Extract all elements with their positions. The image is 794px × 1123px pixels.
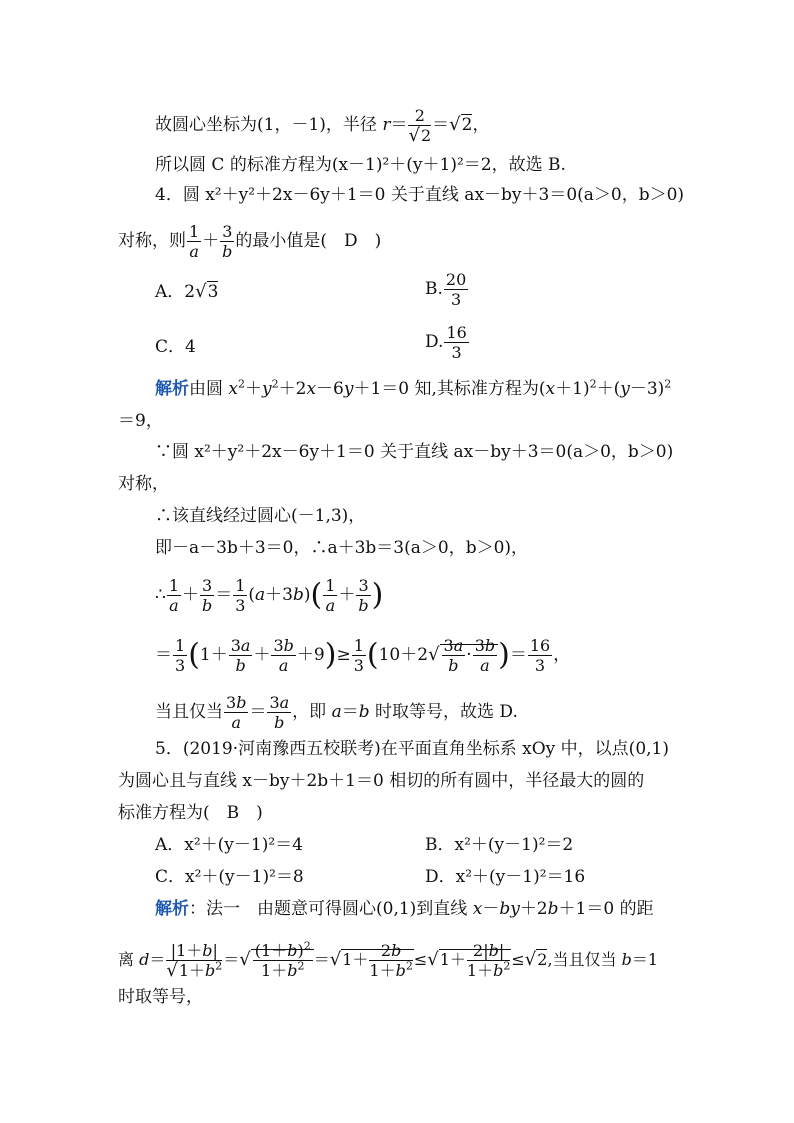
- question-4: 4．圆 x²＋y²＋2x－6y＋1＝0 关于直线 ax－by＋3＝0(a＞0，b＞0): [155, 185, 685, 205]
- option-5b: B．x²＋(y－1)²＝2: [425, 835, 574, 855]
- question-5-cont1: 为圆心且与直线 x－by＋2b＋1＝0 相切的所有圆中，半径最大的圆的: [118, 771, 645, 791]
- solution-4-line1: 解析由圆 $x^2+y^2+2x-6y+1=0$ 知,其标准方程为$(x+1)^2+(y-3)^2$: [155, 377, 672, 399]
- solution-4-line5: ∴ $\frac{1}{a}$ ＋ $\frac{3}{b}$ ＝ $\frac{1}{3}$ (a＋3b)( $\frac{1}{a}$ ＋ $\frac{3}{b}$ ): [155, 576, 384, 615]
- solution-5-line1: 解析：法一 由题意可得圆心(0,1)到直线 x－by＋2b＋1＝0 的距: [155, 899, 654, 919]
- option-4b: B. $\frac{20}{3}$: [425, 270, 467, 309]
- question-5-cont2: 标准方程为( B ): [118, 803, 263, 823]
- solution-4-line2: ∵圆 x²＋y²＋2x－6y＋1＝0 关于直线 ax－by＋3＝0(a＞0，b＞0): [155, 442, 674, 462]
- option-5c: C．x²＋(y－1)²＝8: [155, 867, 304, 887]
- option-5d: D．x²＋(y－1)²＝16: [425, 867, 586, 887]
- solution-5-line3: 时取等号，: [118, 987, 203, 1007]
- solution-4-line7: 当且仅当 $\frac{3b}{a}$ ＝ $\frac{3a}{b}$ ，即 a＝b 时取等号，故选 D.: [155, 693, 518, 732]
- line-radius: 故圆心坐标为(1，－1)，半径 r＝ $\frac{2}{√2}$ ＝√2，: [155, 106, 490, 146]
- option-4a: A．2√3: [155, 281, 219, 302]
- line-standard-eq: 所以圆 C 的标准方程为(x－1)²＋(y＋1)²＝2，故选 B.: [155, 155, 566, 175]
- solution-4-line6: ＝ $\frac{1}{3}$ (1＋ $\frac{3a}{b}$ ＋ $\frac{3b}{a}$ ＋9)≥ $\frac{1}{3}$ (10＋2√ $\frac{3a}{b}$ · $\frac{3b}{a}$ )＝ $\frac{16}{3}$ ，: [155, 636, 571, 675]
- option-5a: A．x²＋(y－1)²＝4: [155, 835, 303, 855]
- question-5: 5．(2019·河南豫西五校联考)在平面直角坐标系 xOy 中，以点(0,1): [155, 739, 669, 759]
- solution-4-line2b: 对称，: [118, 474, 169, 494]
- solution-5-line2: 离 d＝ $\frac{|1+b|}{√1+b^2}$ ＝√ $\frac{(1+b)^2}{1+b^2}$ ＝√1＋ $\frac{2b}{1+b^2}$ ≤√1＋ $\frac{2|b|}{1+b^2}$ ≤√2,当且仅当 b＝1: [118, 939, 659, 981]
- solution-4-line4: 即－a－3b＋3＝0，∴a＋3b＝3(a＞0，b＞0)，: [155, 538, 529, 558]
- question-4-cont: 对称，则 $\frac{1}{a}$ ＋ $\frac{3}{b}$ 的最小值是( D ): [118, 222, 382, 261]
- solution-4-line3: ∴该直线经过圆心(－1,3)，: [155, 506, 366, 526]
- option-4c: C．4: [155, 337, 196, 357]
- option-4d: D. $\frac{16}{3}$: [425, 323, 467, 362]
- solution-4-line1b: ＝9，: [118, 411, 163, 431]
